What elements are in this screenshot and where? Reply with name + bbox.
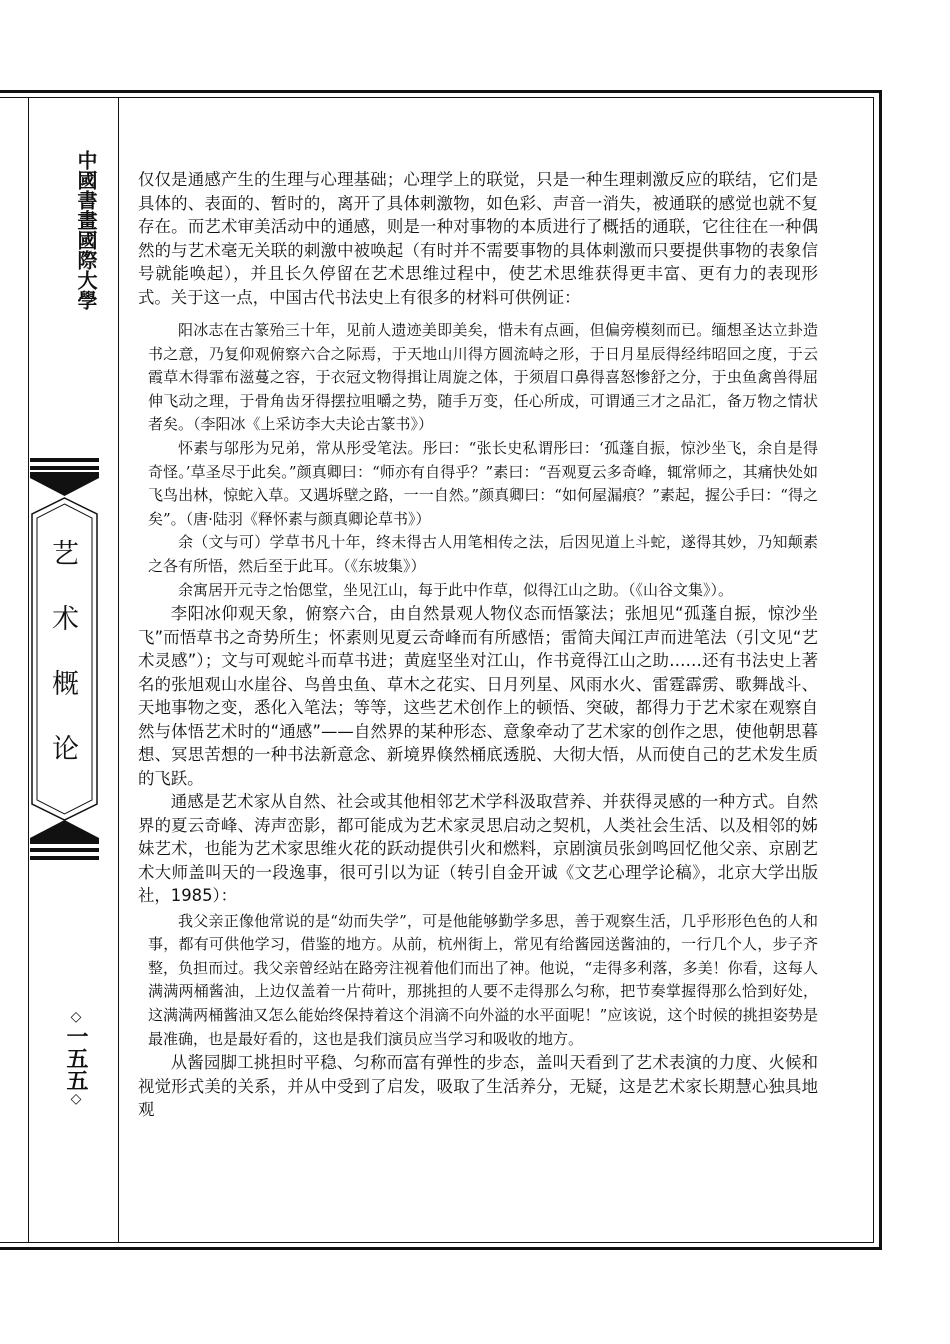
chevron-up-ornament (30, 472, 99, 496)
quotation: 阳冰志在古篆殆三十年，见前人遗迹美即美矣，惜未有点画，但偏旁模刻而已。缅想圣达立卦造书之意，乃复仰观俯察六合之际焉，于天地山川得方圆流峙之形，于日月星辰得经纬昭回之度，于云霞草木得霏布滋蔓之容，于衣冠文物得揖让周旋之体，于须眉口鼻得喜怒惨舒之分，于虫鱼禽兽得屈伸飞动之理，于骨角齿牙得摆拉咀嚼之势，随手万变，任心所成，可谓通三才之品汇，备万物之情状者矣。（李阳冰《上采访李大夫论古篆书》） (148, 321, 818, 434)
quotation: 我父亲正像他常说的是“幼而失学”，可是他能够勤学多思，善于观察生活，几乎形形色色的人和事，都有可供他学习，借鉴的地方。从前，杭州街上，常见有给酱园送酱油的，一行几个人，步子齐整，负担而过。我父亲曾经站在路旁注视着他们而出了神。他说，“走得多利落，多美！你看，这每人满满两桶酱油，上边仅盖着一片荷叶，那挑担的人要不走得那么匀称，把节奏掌握得那么恰到好处，这满满两桶酱油又怎么能始终保持着这个涓滴不向外溢的水平面呢！”应该说，这个时候的挑担姿势是最准确，也是最好看的，这也是我们演员应当学习和吸收的地方。 (148, 911, 818, 1048)
ornament-bar-top-1 (30, 458, 99, 462)
quotation: 怀素与邬彤为兄弟，常从彤受笔法。彤曰：“张长史私谓彤曰：‘孤蓬自振，惊沙坐飞，余自是得奇怪。’草圣尽于此矣。”颜真卿曰：“师亦有自得乎？”素曰：“吾观夏云多奇峰，辄常师之，其痛快处如飞鸟出林，惊蛇入草。又遇坼壁之路，一一自然。”颜真卿曰：“如何屋漏痕？”素起，握公手曰：“得之矣”。（唐·陆羽《释怀素与颜真卿论草书》） (148, 438, 818, 528)
diamond-icon: ◇ (70, 1009, 82, 1025)
book-title-box (34, 499, 95, 817)
ornament-bar-bottom-2 (30, 856, 99, 860)
quotation: 余寓居开元寺之怡偲堂，坐见江山，每于此中作草，似得江山之助。（《山谷文集》）。 (178, 580, 734, 599)
diamond-icon: ◇ (70, 1091, 82, 1107)
book-title: 艺术概论 (47, 539, 78, 799)
page-number: 一五五 (63, 1025, 89, 1091)
sidebar-right-rule (118, 97, 119, 1243)
university-name: 中國書畫國際大學 (74, 150, 98, 310)
paragraph: 通感是艺术家从自然、社会或其他相邻艺术学科汲取营养、并获得灵感的一种方式。自然界的夏云奇峰、涛声峦影，都可能成为艺术家灵思启动之契机，人类社会生活、以及相邻的姊妹艺术，也能为艺术家思维火花的跃动提供引火和燃料，京剧演员张剑鸣回忆他父亲、京剧艺术大师盖叫天的一段逸事，很可引以为证（转引自金开诚《文艺心理学论稿》，北京大学出版社，1985）： (138, 792, 818, 906)
paragraph: 李阳冰仰观天象，俯察六合，由自然景观人物仪态而悟篆法；张旭见“孤蓬自振，惊沙坐飞”而悟草书之奇势所生；怀素则见夏云奇峰而有所感悟；雷简夫闻江声而进笔法（引文见“艺术灵感”）；文与可观蛇斗而草书进；黄庭坚坐对江山，作书竟得江山之助……还有书法史上著名的张旭观山水崖谷、鸟兽虫鱼、草木之花实、日月列星、风雨水火、雷霆霹雳、歌舞战斗、天地事物之变，悉化入笔法；等等，这些艺术创作上的顿悟、突破，都得力于艺术家在观察自然与体悟艺术时的“通感”——自然界的某种形态、意象牵动了艺术家的创作之思，使他朝思暮想、冥思苦想的一种书法新意念、新境界倏然桶底透脱、大彻大悟，从而使自己的艺术发生质的飞跃。 (138, 604, 818, 788)
paragraph: 仅仅是通感产生的生理与心理基础；心理学上的联觉，只是一种生理刺激反应的联结，它们是具体的、表面的、暂时的，离开了具体刺激物，如色彩、声音一消失，被通联的感觉也就不复存在。而艺术审美活动中的通感，则是一种对事物的本质进行了概括的通联，它往往在一种偶然的与艺术毫无关联的刺激中被唤起（有时并不需要事物的具体刺激而只要提供事物的表象信号就能唤起），并且长久停留在艺术思维过程中，使艺术思维获得更丰富、更有力的表现形式。关于这一点，中国古代书法史上有很多的材料可供例证： (138, 170, 818, 307)
chevron-down-ornament (30, 820, 99, 844)
paragraph: 从酱园脚工挑担时平稳、匀称而富有弹性的步态，盖叫天看到了艺术表演的力度、火候和视觉形式美的关系，并从中受到了启发，吸取了生活养分，无疑，这是艺术家长期慧心独具地观 (138, 1053, 818, 1120)
page-number-block (56, 1009, 96, 1107)
ornament-bar-top-2 (30, 466, 99, 470)
quotation: 余（文与可）学草书凡十年，终未得古人用笔相传之法，后因见道上斗蛇，遂得其妙，乃知颠素之各有所悟，然后至于此耳。（《东坡集》） (148, 533, 818, 575)
ornament-bar-bottom-1 (30, 848, 99, 852)
sidebar-left-rule (28, 97, 29, 1243)
main-text (138, 168, 818, 1122)
